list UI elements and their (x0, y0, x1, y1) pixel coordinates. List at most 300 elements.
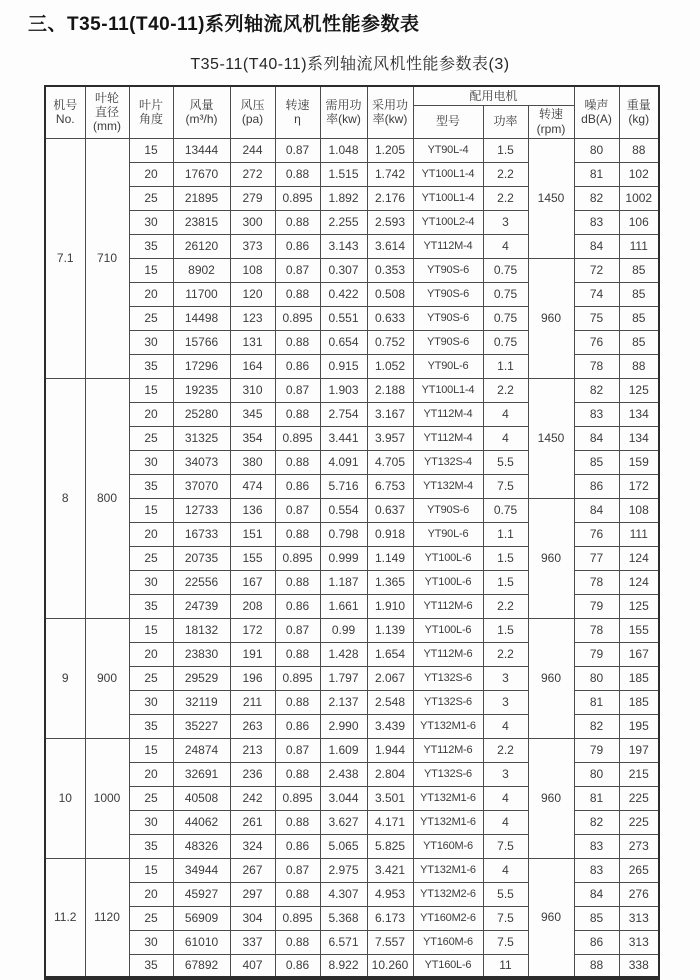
speed-cell: 0.88 (275, 282, 320, 306)
required-power-cell: 5.716 (320, 474, 367, 498)
blade-angle-cell: 25 (129, 666, 173, 690)
table-header (45, 86, 659, 138)
speed-cell: 0.86 (275, 354, 320, 378)
motor-model-cell: YT90L-4 (413, 138, 483, 162)
noise-cell: 81 (574, 690, 619, 714)
motor-model-cell: YT112M-4 (413, 426, 483, 450)
air-flow-cell: 8902 (173, 258, 230, 282)
motor-power-cell: 1.5 (483, 618, 528, 642)
air-pressure-cell: 380 (230, 450, 275, 474)
speed-cell: 0.88 (275, 162, 320, 186)
air-pressure-cell: 164 (230, 354, 275, 378)
weight-cell: 172 (619, 474, 659, 498)
motor-power-cell: 2.2 (483, 162, 528, 186)
motor-model-cell: YT132S-6 (413, 690, 483, 714)
used-power-cell: 4.705 (367, 450, 413, 474)
motor-rpm-cell: 1450 (528, 378, 574, 498)
air-flow-cell: 24874 (173, 738, 230, 762)
blade-angle-cell: 30 (129, 570, 173, 594)
speed-cell: 0.895 (275, 786, 320, 810)
air-pressure-cell: 211 (230, 690, 275, 714)
used-power-cell: 5.825 (367, 834, 413, 858)
used-power-cell: 0.637 (367, 498, 413, 522)
speed-cell: 0.86 (275, 594, 320, 618)
used-power-cell: 3.614 (367, 234, 413, 258)
air-flow-cell: 26120 (173, 234, 230, 258)
used-power-cell: 1.944 (367, 738, 413, 762)
motor-model-cell: YT132M1-6 (413, 810, 483, 834)
speed-cell: 0.88 (275, 210, 320, 234)
required-power-cell: 0.551 (320, 306, 367, 330)
noise-cell: 78 (574, 354, 619, 378)
air-pressure-cell: 167 (230, 570, 275, 594)
used-power-cell: 1.910 (367, 594, 413, 618)
motor-model-cell: YT160L-6 (413, 954, 483, 978)
motor-power-cell: 0.75 (483, 306, 528, 330)
weight-cell: 85 (619, 306, 659, 330)
noise-cell: 86 (574, 930, 619, 954)
blade-angle-cell: 30 (129, 450, 173, 474)
motor-model-cell: YT90L-6 (413, 522, 483, 546)
air-pressure-cell: 108 (230, 258, 275, 282)
blade-angle-cell: 25 (129, 306, 173, 330)
impeller-diameter-cell: 1120 (85, 858, 129, 978)
weight-cell: 102 (619, 162, 659, 186)
air-flow-cell: 17296 (173, 354, 230, 378)
blade-angle-cell: 25 (129, 546, 173, 570)
motor-rpm-cell: 960 (528, 258, 574, 378)
machine-no-cell: 7.1 (45, 138, 85, 378)
required-power-cell: 1.797 (320, 666, 367, 690)
table-subtitle: T35-11(T40-11)系列轴流风机性能参数表(3) (190, 56, 510, 73)
motor-model-cell: YT132M1-6 (413, 714, 483, 738)
used-power-cell: 2.593 (367, 210, 413, 234)
blade-angle-cell: 25 (129, 906, 173, 930)
header-motor-rpm: 转速 (rpm) (528, 105, 574, 138)
motor-power-cell: 5.5 (483, 450, 528, 474)
air-pressure-cell: 304 (230, 906, 275, 930)
required-power-cell: 0.554 (320, 498, 367, 522)
header-used-power: 采用功 率(kw) (367, 86, 413, 138)
required-power-cell: 4.091 (320, 450, 367, 474)
blade-angle-cell: 25 (129, 426, 173, 450)
speed-cell: 0.895 (275, 546, 320, 570)
air-pressure-cell: 474 (230, 474, 275, 498)
weight-cell: 125 (619, 378, 659, 402)
header-blade-angle: 叶片 角度 (129, 86, 173, 138)
speed-cell: 0.895 (275, 186, 320, 210)
blade-angle-cell: 35 (129, 354, 173, 378)
air-pressure-cell: 208 (230, 594, 275, 618)
motor-power-cell: 11 (483, 954, 528, 978)
motor-rpm-cell: 960 (528, 498, 574, 618)
air-pressure-cell: 261 (230, 810, 275, 834)
required-power-cell: 2.137 (320, 690, 367, 714)
table-row (45, 138, 659, 162)
required-power-cell: 1.661 (320, 594, 367, 618)
noise-cell: 85 (574, 450, 619, 474)
weight-cell: 225 (619, 786, 659, 810)
motor-power-cell: 4 (483, 858, 528, 882)
air-pressure-cell: 407 (230, 954, 275, 978)
weight-cell: 111 (619, 522, 659, 546)
blade-angle-cell: 35 (129, 714, 173, 738)
used-power-cell: 1.149 (367, 546, 413, 570)
noise-cell: 85 (574, 906, 619, 930)
speed-cell: 0.86 (275, 234, 320, 258)
air-pressure-cell: 213 (230, 738, 275, 762)
air-flow-cell: 48326 (173, 834, 230, 858)
air-flow-cell: 14498 (173, 306, 230, 330)
noise-cell: 83 (574, 834, 619, 858)
weight-cell: 111 (619, 234, 659, 258)
machine-no-cell: 9 (45, 618, 85, 738)
required-power-cell: 1.048 (320, 138, 367, 162)
motor-power-cell: 4 (483, 426, 528, 450)
motor-power-cell: 1.1 (483, 354, 528, 378)
weight-cell: 108 (619, 498, 659, 522)
weight-cell: 1002 (619, 186, 659, 210)
air-pressure-cell: 244 (230, 138, 275, 162)
air-pressure-cell: 272 (230, 162, 275, 186)
table-row (45, 378, 659, 402)
required-power-cell: 2.754 (320, 402, 367, 426)
required-power-cell: 0.798 (320, 522, 367, 546)
required-power-cell: 3.044 (320, 786, 367, 810)
motor-power-cell: 2.2 (483, 642, 528, 666)
blade-angle-cell: 35 (129, 474, 173, 498)
motor-rpm-cell: 960 (528, 858, 574, 978)
header-speed-eta: 转速 η (275, 86, 320, 138)
speed-cell: 0.87 (275, 138, 320, 162)
weight-cell: 88 (619, 354, 659, 378)
required-power-cell: 1.903 (320, 378, 367, 402)
air-flow-cell: 45927 (173, 882, 230, 906)
air-flow-cell: 44062 (173, 810, 230, 834)
weight-cell: 85 (619, 282, 659, 306)
blade-angle-cell: 35 (129, 954, 173, 978)
required-power-cell: 0.422 (320, 282, 367, 306)
noise-cell: 81 (574, 786, 619, 810)
air-pressure-cell: 191 (230, 642, 275, 666)
motor-model-cell: YT90S-6 (413, 498, 483, 522)
required-power-cell: 0.307 (320, 258, 367, 282)
table-row (45, 618, 659, 642)
machine-no-cell: 8 (45, 378, 85, 618)
air-pressure-cell: 123 (230, 306, 275, 330)
air-flow-cell: 18132 (173, 618, 230, 642)
header-machine-no: 机号 No. (45, 86, 85, 138)
speed-cell: 0.88 (275, 882, 320, 906)
used-power-cell: 0.353 (367, 258, 413, 282)
blade-angle-cell: 15 (129, 378, 173, 402)
air-pressure-cell: 310 (230, 378, 275, 402)
noise-cell: 80 (574, 666, 619, 690)
used-power-cell: 1.139 (367, 618, 413, 642)
noise-cell: 81 (574, 162, 619, 186)
used-power-cell: 10.260 (367, 954, 413, 978)
required-power-cell: 2.255 (320, 210, 367, 234)
noise-cell: 84 (574, 426, 619, 450)
motor-model-cell: YT112M-4 (413, 402, 483, 426)
noise-cell: 74 (574, 282, 619, 306)
speed-cell: 0.88 (275, 762, 320, 786)
air-pressure-cell: 337 (230, 930, 275, 954)
required-power-cell: 5.065 (320, 834, 367, 858)
weight-cell: 197 (619, 738, 659, 762)
speed-cell: 0.88 (275, 330, 320, 354)
air-pressure-cell: 345 (230, 402, 275, 426)
noise-cell: 84 (574, 882, 619, 906)
air-pressure-cell: 354 (230, 426, 275, 450)
header-weight: 重量 (kg) (619, 86, 659, 138)
speed-cell: 0.87 (275, 378, 320, 402)
used-power-cell: 6.753 (367, 474, 413, 498)
motor-model-cell: YT90S-6 (413, 282, 483, 306)
fan-parameters-table (44, 85, 660, 980)
motor-power-cell: 3 (483, 666, 528, 690)
required-power-cell: 0.915 (320, 354, 367, 378)
blade-angle-cell: 20 (129, 642, 173, 666)
header-required-power: 需用功 率(kw) (320, 86, 367, 138)
noise-cell: 79 (574, 738, 619, 762)
motor-model-cell: YT90S-6 (413, 330, 483, 354)
used-power-cell: 4.171 (367, 810, 413, 834)
motor-power-cell: 0.75 (483, 498, 528, 522)
motor-power-cell: 1.5 (483, 138, 528, 162)
weight-cell: 185 (619, 666, 659, 690)
used-power-cell: 3.957 (367, 426, 413, 450)
motor-power-cell: 4 (483, 714, 528, 738)
motor-power-cell: 0.75 (483, 258, 528, 282)
motor-power-cell: 4 (483, 402, 528, 426)
motor-model-cell: YT100L-6 (413, 570, 483, 594)
motor-model-cell: YT132M-4 (413, 474, 483, 498)
blade-angle-cell: 25 (129, 786, 173, 810)
header-motor-group: 配用电机 (413, 86, 574, 105)
air-pressure-cell: 120 (230, 282, 275, 306)
motor-model-cell: YT90S-6 (413, 258, 483, 282)
blade-angle-cell: 30 (129, 210, 173, 234)
used-power-cell: 3.439 (367, 714, 413, 738)
required-power-cell: 1.515 (320, 162, 367, 186)
weight-cell: 313 (619, 930, 659, 954)
weight-cell: 313 (619, 906, 659, 930)
impeller-diameter-cell: 710 (85, 138, 129, 378)
noise-cell: 82 (574, 810, 619, 834)
required-power-cell: 1.609 (320, 738, 367, 762)
motor-rpm-cell: 960 (528, 618, 574, 738)
header-impeller-diameter: 叶轮 直径 (mm) (85, 86, 129, 138)
noise-cell: 79 (574, 642, 619, 666)
blade-angle-cell: 15 (129, 138, 173, 162)
weight-cell: 225 (619, 810, 659, 834)
required-power-cell: 6.571 (320, 930, 367, 954)
motor-model-cell: YT100L2-4 (413, 210, 483, 234)
blade-angle-cell: 20 (129, 282, 173, 306)
blade-angle-cell: 20 (129, 522, 173, 546)
speed-cell: 0.87 (275, 258, 320, 282)
speed-cell: 0.88 (275, 570, 320, 594)
required-power-cell: 3.627 (320, 810, 367, 834)
blade-angle-cell: 15 (129, 858, 173, 882)
motor-power-cell: 7.5 (483, 474, 528, 498)
blade-angle-cell: 20 (129, 762, 173, 786)
required-power-cell: 5.368 (320, 906, 367, 930)
blade-angle-cell: 25 (129, 186, 173, 210)
required-power-cell: 1.187 (320, 570, 367, 594)
air-pressure-cell: 151 (230, 522, 275, 546)
blade-angle-cell: 20 (129, 402, 173, 426)
weight-cell: 88 (619, 138, 659, 162)
used-power-cell: 4.953 (367, 882, 413, 906)
required-power-cell: 2.438 (320, 762, 367, 786)
used-power-cell: 2.804 (367, 762, 413, 786)
motor-model-cell: YT100L-6 (413, 618, 483, 642)
air-flow-cell: 25280 (173, 402, 230, 426)
air-flow-cell: 23830 (173, 642, 230, 666)
used-power-cell: 1.654 (367, 642, 413, 666)
noise-cell: 82 (574, 714, 619, 738)
speed-cell: 0.87 (275, 498, 320, 522)
motor-power-cell: 4 (483, 786, 528, 810)
used-power-cell: 2.176 (367, 186, 413, 210)
motor-model-cell: YT100L-6 (413, 546, 483, 570)
motor-model-cell: YT132S-4 (413, 450, 483, 474)
used-power-cell: 0.508 (367, 282, 413, 306)
air-flow-cell: 16733 (173, 522, 230, 546)
motor-power-cell: 3 (483, 690, 528, 714)
blade-angle-cell: 20 (129, 882, 173, 906)
air-pressure-cell: 267 (230, 858, 275, 882)
air-flow-cell: 61010 (173, 930, 230, 954)
used-power-cell: 2.548 (367, 690, 413, 714)
air-flow-cell: 13444 (173, 138, 230, 162)
used-power-cell: 1.742 (367, 162, 413, 186)
used-power-cell: 7.557 (367, 930, 413, 954)
motor-model-cell: YT112M-4 (413, 234, 483, 258)
speed-cell: 0.88 (275, 642, 320, 666)
air-flow-cell: 24739 (173, 594, 230, 618)
required-power-cell: 2.990 (320, 714, 367, 738)
speed-cell: 0.86 (275, 474, 320, 498)
used-power-cell: 0.633 (367, 306, 413, 330)
air-flow-cell: 19235 (173, 378, 230, 402)
motor-power-cell: 3 (483, 210, 528, 234)
noise-cell: 86 (574, 474, 619, 498)
weight-cell: 273 (619, 834, 659, 858)
required-power-cell: 3.441 (320, 426, 367, 450)
weight-cell: 124 (619, 546, 659, 570)
required-power-cell: 1.428 (320, 642, 367, 666)
impeller-diameter-cell: 1000 (85, 738, 129, 858)
required-power-cell: 4.307 (320, 882, 367, 906)
air-flow-cell: 12733 (173, 498, 230, 522)
noise-cell: 83 (574, 858, 619, 882)
motor-model-cell: YT132M1-6 (413, 858, 483, 882)
used-power-cell: 3.167 (367, 402, 413, 426)
air-flow-cell: 35227 (173, 714, 230, 738)
air-flow-cell: 34073 (173, 450, 230, 474)
table-row (45, 258, 659, 282)
motor-model-cell: YT160M-6 (413, 930, 483, 954)
page-title: 三、T35-11(T40-11)系列轴流风机性能参数表 (28, 14, 420, 35)
header-air-flow: 风量 (m³/h) (173, 86, 230, 138)
blade-angle-cell: 20 (129, 162, 173, 186)
noise-cell: 76 (574, 522, 619, 546)
speed-cell: 0.88 (275, 930, 320, 954)
noise-cell: 78 (574, 618, 619, 642)
air-pressure-cell: 136 (230, 498, 275, 522)
motor-power-cell: 1.5 (483, 546, 528, 570)
weight-cell: 338 (619, 954, 659, 978)
air-pressure-cell: 236 (230, 762, 275, 786)
motor-model-cell: YT100L1-4 (413, 378, 483, 402)
motor-power-cell: 4 (483, 810, 528, 834)
speed-cell: 0.88 (275, 522, 320, 546)
speed-cell: 0.87 (275, 738, 320, 762)
blade-angle-cell: 35 (129, 834, 173, 858)
air-flow-cell: 56909 (173, 906, 230, 930)
used-power-cell: 6.173 (367, 906, 413, 930)
speed-cell: 0.86 (275, 714, 320, 738)
air-pressure-cell: 300 (230, 210, 275, 234)
air-flow-cell: 17670 (173, 162, 230, 186)
motor-model-cell: YT90L-6 (413, 354, 483, 378)
speed-cell: 0.86 (275, 834, 320, 858)
blade-angle-cell: 30 (129, 930, 173, 954)
required-power-cell: 0.654 (320, 330, 367, 354)
motor-model-cell: YT132M1-6 (413, 786, 483, 810)
motor-power-cell: 7.5 (483, 834, 528, 858)
motor-rpm-cell: 1450 (528, 138, 574, 258)
air-flow-cell: 67892 (173, 954, 230, 978)
blade-angle-cell: 30 (129, 690, 173, 714)
blade-angle-cell: 15 (129, 498, 173, 522)
speed-cell: 0.87 (275, 618, 320, 642)
blade-angle-cell: 35 (129, 594, 173, 618)
machine-no-cell: 11.2 (45, 858, 85, 978)
weight-cell: 167 (619, 642, 659, 666)
speed-cell: 0.895 (275, 666, 320, 690)
weight-cell: 124 (619, 570, 659, 594)
noise-cell: 76 (574, 330, 619, 354)
speed-cell: 0.88 (275, 450, 320, 474)
air-flow-cell: 31325 (173, 426, 230, 450)
used-power-cell: 0.918 (367, 522, 413, 546)
motor-power-cell: 0.75 (483, 330, 528, 354)
motor-power-cell: 2.2 (483, 378, 528, 402)
motor-power-cell: 7.5 (483, 930, 528, 954)
air-pressure-cell: 155 (230, 546, 275, 570)
noise-cell: 80 (574, 762, 619, 786)
motor-power-cell: 1.5 (483, 570, 528, 594)
speed-cell: 0.88 (275, 690, 320, 714)
noise-cell: 72 (574, 258, 619, 282)
weight-cell: 106 (619, 210, 659, 234)
noise-cell: 83 (574, 402, 619, 426)
header-air-pressure: 风压 (pa) (230, 86, 275, 138)
weight-cell: 265 (619, 858, 659, 882)
table-row (45, 498, 659, 522)
header-motor-model: 型号 (413, 105, 483, 138)
air-pressure-cell: 373 (230, 234, 275, 258)
weight-cell: 85 (619, 258, 659, 282)
blade-angle-cell: 15 (129, 738, 173, 762)
motor-model-cell: YT90S-6 (413, 306, 483, 330)
weight-cell: 215 (619, 762, 659, 786)
speed-cell: 0.895 (275, 306, 320, 330)
